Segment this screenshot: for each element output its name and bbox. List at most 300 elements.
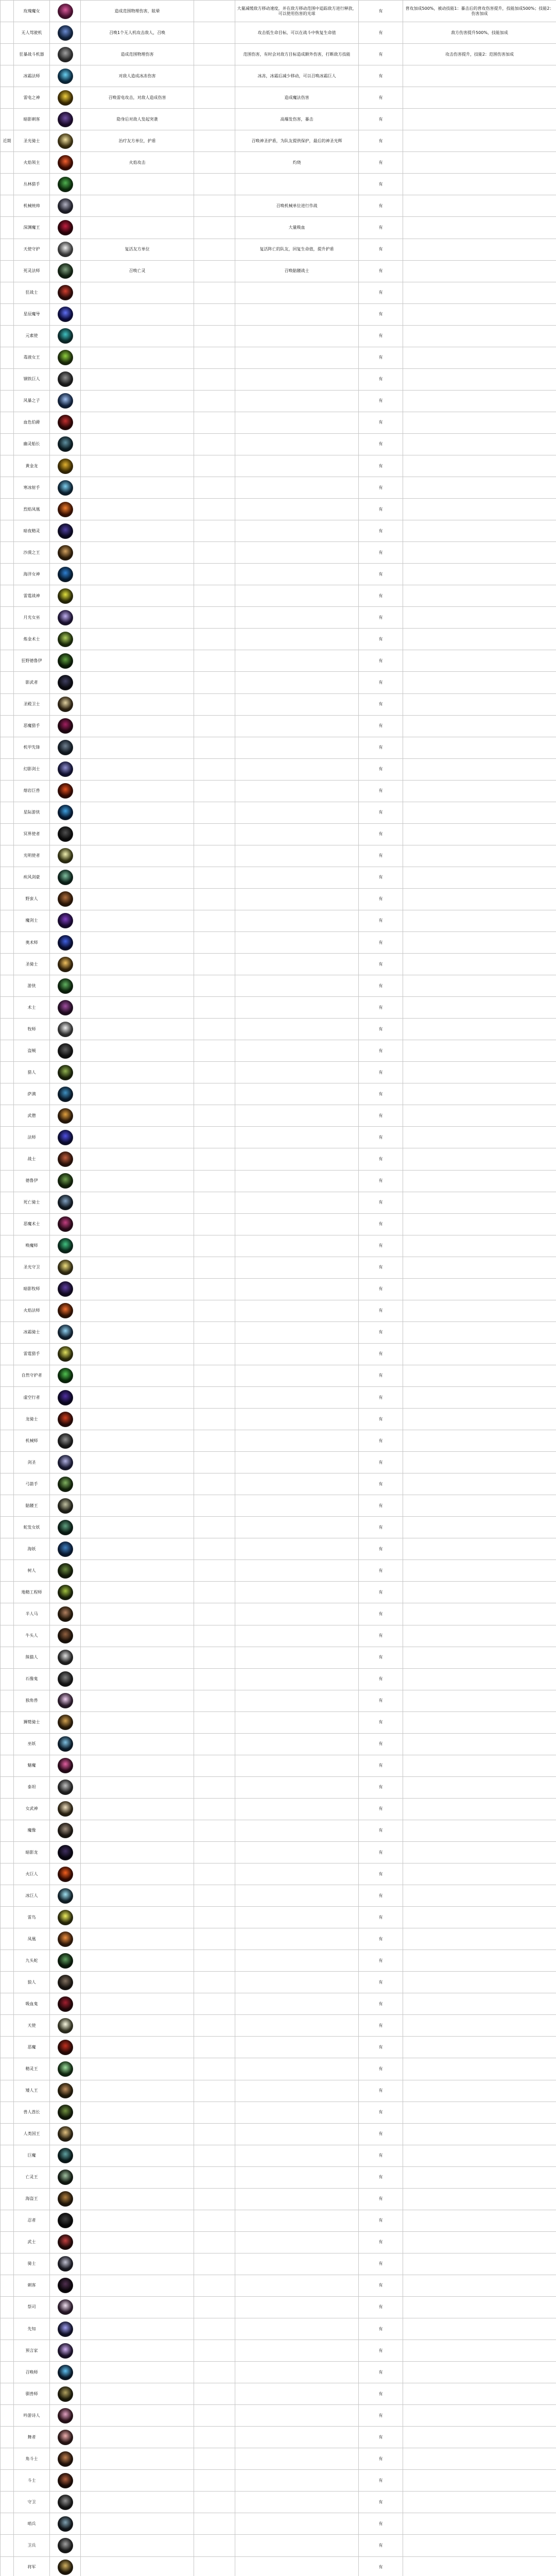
row-name: 魔剑士	[14, 910, 50, 931]
row-rating: 有	[359, 1473, 403, 1495]
row-notes	[403, 693, 556, 715]
row-notes	[403, 1387, 556, 1409]
row-rating: 有	[359, 2123, 403, 2145]
row-desc	[235, 672, 359, 693]
row-date	[1, 823, 14, 845]
row-rating: 有	[359, 629, 403, 650]
row-desc	[235, 1755, 359, 1776]
row-rating: 有	[359, 758, 403, 780]
row-desc	[235, 975, 359, 997]
row-skill	[81, 1603, 194, 1625]
row-date	[1, 1776, 14, 1798]
row-date	[1, 1582, 14, 1603]
row-date	[1, 2318, 14, 2340]
row-date	[1, 2058, 14, 2080]
row-skill	[81, 2080, 194, 2102]
row-desc: 造成魔法伤害	[235, 87, 359, 109]
table-row	[1, 1538, 556, 1560]
hero-portrait-icon	[58, 1845, 73, 1860]
row-extra	[194, 2210, 235, 2231]
row-date	[1, 87, 14, 109]
row-extra	[194, 1841, 235, 1863]
row-name: 骷髅王	[14, 1495, 50, 1517]
row-avatar-cell	[50, 2513, 81, 2535]
row-avatar-cell	[50, 1235, 81, 1257]
row-skill	[81, 932, 194, 954]
row-rating: 有	[359, 1235, 403, 1257]
row-avatar-cell	[50, 1668, 81, 1690]
hero-portrait-icon	[58, 1996, 73, 2012]
row-rating: 有	[359, 823, 403, 845]
hero-portrait-icon	[58, 2278, 73, 2293]
table-row	[1, 1993, 556, 2015]
hero-portrait-icon	[58, 783, 73, 799]
row-desc	[235, 997, 359, 1019]
row-skill	[81, 1409, 194, 1430]
row-avatar-cell	[50, 1, 81, 22]
row-date	[1, 845, 14, 867]
row-notes	[403, 1798, 556, 1820]
row-avatar-cell	[50, 303, 81, 325]
row-extra	[194, 1213, 235, 1235]
row-name: 半人马	[14, 1603, 50, 1625]
row-rating: 有	[359, 2188, 403, 2210]
row-rating: 有	[359, 564, 403, 585]
table-row	[1, 2210, 556, 2231]
row-notes	[403, 975, 556, 997]
table-row	[1, 2102, 556, 2123]
row-date	[1, 368, 14, 390]
row-skill	[81, 1798, 194, 1820]
row-name: 将军	[14, 2556, 50, 2576]
row-rating: 有	[359, 2231, 403, 2253]
hero-portrait-icon	[58, 2560, 73, 2575]
row-avatar-cell	[50, 1495, 81, 1517]
row-date	[1, 1148, 14, 1170]
hero-portrait-icon	[58, 1022, 73, 1037]
row-extra	[194, 1, 235, 22]
table-row	[1, 2556, 556, 2576]
row-rating: 有	[359, 975, 403, 997]
row-name: 烈焰凤凰	[14, 499, 50, 520]
row-skill	[81, 975, 194, 997]
row-date	[1, 1343, 14, 1365]
table-row	[1, 2188, 556, 2210]
row-extra	[194, 260, 235, 282]
row-date	[1, 1625, 14, 1647]
hero-portrait-icon	[58, 2105, 73, 2120]
row-notes	[403, 954, 556, 975]
row-notes	[403, 2188, 556, 2210]
row-extra	[194, 2102, 235, 2123]
row-rating: 有	[359, 1062, 403, 1083]
row-desc	[235, 1019, 359, 1040]
row-date	[1, 1928, 14, 1950]
row-desc	[235, 693, 359, 715]
row-avatar-cell	[50, 1885, 81, 1907]
hero-portrait-icon	[58, 480, 73, 496]
row-notes	[403, 1430, 556, 1452]
row-avatar-cell	[50, 1430, 81, 1452]
row-extra	[194, 1105, 235, 1127]
row-date	[1, 910, 14, 931]
row-date	[1, 2037, 14, 2058]
row-desc	[235, 2470, 359, 2492]
row-rating: 有	[359, 1105, 403, 1127]
row-rating: 有	[359, 477, 403, 499]
row-notes	[403, 1213, 556, 1235]
row-rating: 有	[359, 1148, 403, 1170]
row-avatar-cell	[50, 260, 81, 282]
row-notes	[403, 737, 556, 758]
row-skill	[81, 1885, 194, 1907]
row-extra	[194, 1343, 235, 1365]
row-notes	[403, 585, 556, 607]
row-desc: 范围伤害，有时会对敌方目标造成额外伤害，打断敌方技能	[235, 44, 359, 65]
table-row	[1, 87, 556, 109]
row-name: 狂暴战斗机器	[14, 44, 50, 65]
table-row	[1, 152, 556, 174]
table-row	[1, 1343, 556, 1365]
hero-portrait-icon	[58, 1390, 73, 1405]
row-rating: 有	[359, 499, 403, 520]
table-row	[1, 2405, 556, 2427]
hero-portrait-icon	[58, 220, 73, 235]
hero-portrait-icon	[58, 1867, 73, 1882]
row-notes	[403, 1127, 556, 1148]
row-desc	[235, 1300, 359, 1321]
row-name: 圣光骑士	[14, 130, 50, 152]
row-skill	[81, 1711, 194, 1733]
row-name: 幽灵船长	[14, 433, 50, 455]
row-desc	[235, 2102, 359, 2123]
row-date	[1, 2362, 14, 2383]
row-extra	[194, 1387, 235, 1409]
table-row	[1, 174, 556, 195]
row-skill	[81, 217, 194, 239]
row-rating: 有	[359, 520, 403, 542]
row-name: 死灵法师	[14, 260, 50, 282]
row-extra	[194, 1928, 235, 1950]
row-notes	[403, 758, 556, 780]
row-extra	[194, 2058, 235, 2080]
row-avatar-cell	[50, 1841, 81, 1863]
row-rating: 有	[359, 347, 403, 368]
row-notes	[403, 2037, 556, 2058]
row-extra	[194, 2015, 235, 2037]
row-notes	[403, 1538, 556, 1560]
row-name: 黄金龙	[14, 455, 50, 477]
row-desc	[235, 1062, 359, 1083]
row-desc	[235, 1430, 359, 1452]
row-rating: 有	[359, 1409, 403, 1430]
row-notes	[403, 2492, 556, 2513]
row-extra	[194, 1278, 235, 1300]
row-rating: 有	[359, 1343, 403, 1365]
row-date	[1, 1841, 14, 1863]
row-skill	[81, 499, 194, 520]
hero-portrait-icon	[58, 588, 73, 604]
row-extra	[194, 1040, 235, 1062]
row-extra	[194, 217, 235, 239]
row-skill	[81, 1517, 194, 1538]
row-avatar-cell	[50, 650, 81, 672]
row-notes	[403, 2102, 556, 2123]
row-desc	[235, 1907, 359, 1928]
row-skill	[81, 1538, 194, 1560]
row-avatar-cell	[50, 2037, 81, 2058]
row-rating: 有	[359, 455, 403, 477]
row-desc	[235, 1711, 359, 1733]
row-skill: 召唤雷电攻击，对敌人造成伤害	[81, 87, 194, 109]
row-date	[1, 1192, 14, 1213]
table-row	[1, 1321, 556, 1343]
row-skill	[81, 1300, 194, 1321]
hero-portrait-icon	[58, 371, 73, 387]
row-desc	[235, 1213, 359, 1235]
row-desc	[235, 954, 359, 975]
row-avatar-cell	[50, 1062, 81, 1083]
row-notes	[403, 1560, 556, 1582]
row-name: 狮鹫骑士	[14, 1711, 50, 1733]
row-skill	[81, 2448, 194, 2470]
row-extra	[194, 1019, 235, 1040]
row-skill	[81, 1473, 194, 1495]
row-rating: 有	[359, 1863, 403, 1885]
row-avatar-cell	[50, 1105, 81, 1127]
hero-portrait-icon	[58, 285, 73, 300]
row-notes	[403, 2058, 556, 2080]
row-rating: 有	[359, 1798, 403, 1820]
row-skill	[81, 737, 194, 758]
row-date	[1, 607, 14, 629]
row-skill	[81, 607, 194, 629]
row-name: 龙骑士	[14, 1409, 50, 1430]
row-rating: 有	[359, 2340, 403, 2362]
row-notes	[403, 520, 556, 542]
row-extra	[194, 2275, 235, 2296]
row-desc	[235, 823, 359, 845]
row-extra	[194, 2145, 235, 2166]
hero-portrait-icon	[58, 1823, 73, 1838]
table-row	[1, 2383, 556, 2405]
table-row	[1, 910, 556, 931]
row-avatar-cell	[50, 22, 81, 44]
row-notes	[403, 1582, 556, 1603]
row-desc	[235, 1625, 359, 1647]
hero-portrait-icon	[58, 1736, 73, 1752]
row-skill	[81, 2340, 194, 2362]
row-avatar-cell	[50, 629, 81, 650]
row-date	[1, 325, 14, 347]
row-extra	[194, 629, 235, 650]
row-skill	[81, 758, 194, 780]
row-rating: 有	[359, 997, 403, 1019]
hero-portrait-icon	[58, 242, 73, 257]
row-name: 火焰法师	[14, 1300, 50, 1321]
row-extra	[194, 1365, 235, 1386]
hero-portrait-icon	[58, 2495, 73, 2510]
hero-portrait-icon	[58, 1043, 73, 1059]
table-row	[1, 1711, 556, 1733]
row-extra	[194, 152, 235, 174]
row-date	[1, 152, 14, 174]
row-name: 熔岩巨兽	[14, 780, 50, 802]
row-rating: 有	[359, 650, 403, 672]
hero-portrait-icon	[58, 1693, 73, 1708]
row-date	[1, 2296, 14, 2318]
row-desc	[235, 1928, 359, 1950]
row-desc	[235, 1452, 359, 1473]
row-notes	[403, 390, 556, 412]
row-desc	[235, 2210, 359, 2231]
row-desc	[235, 2015, 359, 2037]
row-name: 斗士	[14, 2470, 50, 2492]
row-avatar-cell	[50, 1083, 81, 1105]
row-avatar-cell	[50, 2210, 81, 2231]
row-rating: 有	[359, 1647, 403, 1668]
row-rating: 有	[359, 2535, 403, 2556]
row-notes	[403, 2123, 556, 2145]
row-rating: 有	[359, 1907, 403, 1928]
row-desc	[235, 2275, 359, 2296]
hero-portrait-icon	[58, 459, 73, 474]
hero-portrait-icon	[58, 1975, 73, 1990]
hero-portrait-icon	[58, 2061, 73, 2077]
row-name: 暗影刺客	[14, 109, 50, 130]
row-name: 恶魔	[14, 2037, 50, 2058]
row-rating: 有	[359, 2166, 403, 2188]
row-skill	[81, 867, 194, 888]
row-rating: 有	[359, 1127, 403, 1148]
table-row	[1, 2492, 556, 2513]
row-notes: 敌方伤害提升500%，技能加成	[403, 22, 556, 44]
hero-portrait-icon	[58, 1520, 73, 1535]
row-avatar-cell	[50, 932, 81, 954]
row-extra	[194, 239, 235, 260]
hero-portrait-icon	[58, 2343, 73, 2359]
row-name: 忍者	[14, 2210, 50, 2231]
row-rating: 有	[359, 2275, 403, 2296]
row-notes	[403, 2362, 556, 2383]
row-avatar-cell	[50, 954, 81, 975]
row-notes	[403, 1625, 556, 1647]
hero-portrait-icon	[58, 1455, 73, 1470]
row-name: 圣光守卫	[14, 1257, 50, 1278]
row-extra	[194, 1062, 235, 1083]
row-name: 吸血鬼	[14, 1993, 50, 2015]
row-date	[1, 2405, 14, 2427]
table-row	[1, 888, 556, 910]
hero-portrait-icon	[58, 805, 73, 820]
hero-portrait-icon	[58, 393, 73, 409]
table-row	[1, 2037, 556, 2058]
table-row	[1, 564, 556, 585]
row-extra	[194, 932, 235, 954]
row-date	[1, 1907, 14, 1928]
table-row	[1, 195, 556, 217]
row-date	[1, 715, 14, 737]
hero-portrait-icon	[58, 1238, 73, 1253]
row-name: 冰霜骑士	[14, 1321, 50, 1343]
row-extra	[194, 303, 235, 325]
row-name: 丛林猎手	[14, 174, 50, 195]
row-desc: 召唤骷髅战士	[235, 260, 359, 282]
row-extra	[194, 1820, 235, 1841]
row-skill	[81, 1820, 194, 1841]
row-avatar-cell	[50, 1343, 81, 1365]
row-extra	[194, 2448, 235, 2470]
table-row	[1, 1647, 556, 1668]
row-avatar-cell	[50, 910, 81, 931]
row-skill	[81, 1257, 194, 1278]
row-rating: 有	[359, 1928, 403, 1950]
row-avatar-cell	[50, 130, 81, 152]
row-extra	[194, 1083, 235, 1105]
row-name: 魔像	[14, 1820, 50, 1841]
row-desc	[235, 1235, 359, 1257]
row-avatar-cell	[50, 845, 81, 867]
hero-portrait-icon	[58, 4, 73, 19]
row-date	[1, 1127, 14, 1148]
row-extra	[194, 2188, 235, 2210]
row-skill	[81, 1863, 194, 1885]
row-extra	[194, 2037, 235, 2058]
row-desc	[235, 1148, 359, 1170]
table-row	[1, 2058, 556, 2080]
row-notes	[403, 823, 556, 845]
row-skill	[81, 1560, 194, 1582]
row-rating: 有	[359, 2037, 403, 2058]
row-name: 狂战士	[14, 282, 50, 303]
row-rating: 有	[359, 1, 403, 22]
table-row	[1, 2080, 556, 2102]
hero-portrait-icon	[58, 1303, 73, 1318]
row-notes	[403, 455, 556, 477]
row-notes	[403, 932, 556, 954]
row-rating: 有	[359, 910, 403, 931]
row-skill	[81, 433, 194, 455]
row-date	[1, 1495, 14, 1517]
row-avatar-cell	[50, 109, 81, 130]
row-skill	[81, 2166, 194, 2188]
row-name: 奥术师	[14, 932, 50, 954]
row-desc	[235, 1495, 359, 1517]
row-date	[1, 520, 14, 542]
row-desc	[235, 1776, 359, 1798]
row-rating: 有	[359, 1841, 403, 1863]
row-avatar-cell	[50, 1213, 81, 1235]
row-extra	[194, 1950, 235, 1972]
row-name: 天使	[14, 2015, 50, 2037]
row-date	[1, 303, 14, 325]
row-desc	[235, 2535, 359, 2556]
row-extra	[194, 1538, 235, 1560]
row-skill	[81, 477, 194, 499]
row-skill	[81, 2188, 194, 2210]
hero-portrait-icon	[58, 1195, 73, 1210]
row-extra	[194, 2318, 235, 2340]
row-skill: 治疗友方单位，护盾	[81, 130, 194, 152]
row-name: 虚空行者	[14, 1387, 50, 1409]
row-extra	[194, 672, 235, 693]
row-date	[1, 195, 14, 217]
row-name: 雷霆战神	[14, 585, 50, 607]
row-skill	[81, 412, 194, 433]
row-date	[1, 65, 14, 87]
row-name: 牧师	[14, 1019, 50, 1040]
row-date	[1, 2015, 14, 2037]
